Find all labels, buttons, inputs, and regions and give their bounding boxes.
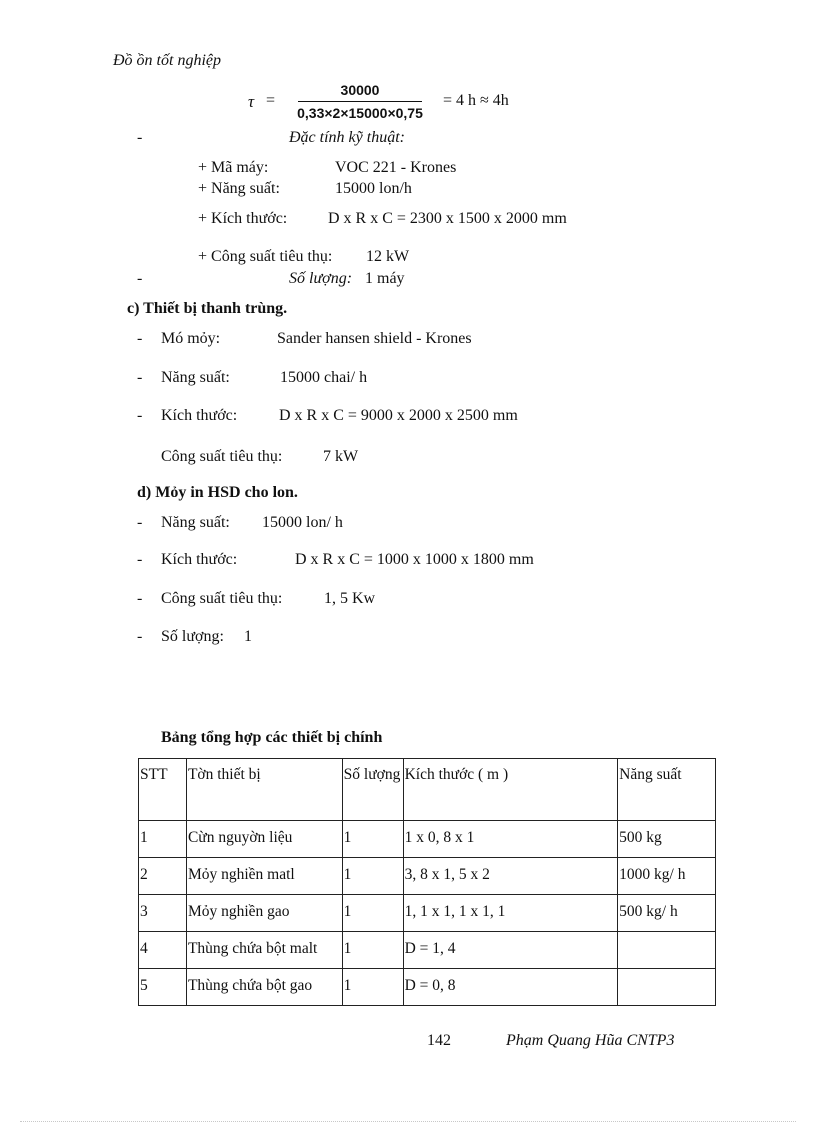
- page-number: 142: [427, 1032, 451, 1049]
- spec-value: D x R x C = 2300 x 1500 x 2000 mm: [328, 210, 567, 227]
- item-value: 1, 5 Kw: [324, 590, 376, 607]
- list-dash: -: [137, 628, 143, 645]
- table-cell: [618, 969, 716, 1006]
- table-cell: D = 1, 4: [403, 932, 618, 969]
- table-header-cell: Tờn thiết bị: [186, 759, 342, 821]
- formula-equals: =: [266, 92, 276, 109]
- power-label: Công suất tiêu thụ:: [161, 448, 283, 465]
- table-header-row: [139, 759, 716, 821]
- formula-lhs: τ: [248, 92, 255, 111]
- table-header-cell: Năng suất: [618, 759, 716, 821]
- table-cell: 1: [342, 895, 403, 932]
- table-cell: Thùng chứa bột gao: [186, 969, 342, 1006]
- table-cell: 1 x 0, 8 x 1: [403, 821, 618, 858]
- table-cell: 3: [139, 895, 187, 932]
- list-dash: -: [137, 407, 143, 424]
- table-cell: 4: [139, 932, 187, 969]
- table-row: [139, 895, 716, 932]
- table-cell: 1: [342, 969, 403, 1006]
- list-dash: -: [137, 551, 143, 568]
- equipment-table: [138, 758, 716, 1006]
- formula-numerator: 30000: [340, 82, 380, 98]
- item-label: Mó mỏy:: [161, 330, 221, 347]
- table-cell: Mỏy nghiền matl: [186, 858, 342, 895]
- table-cell: 1, 1 x 1, 1 x 1, 1: [403, 895, 618, 932]
- table-row: [139, 969, 716, 1006]
- section-c-heading: c) Thiết bị thanh trùng.: [127, 300, 288, 317]
- formula-fraction: [294, 80, 426, 123]
- table-header-cell: Kích thước ( m ): [403, 759, 618, 821]
- table-cell: 2: [139, 858, 187, 895]
- table-cell: 5: [139, 969, 187, 1006]
- item-label: Kích thước:: [161, 551, 238, 568]
- formula-denominator: 0,33×2×15000×0,75: [297, 105, 423, 121]
- list-dash: -: [137, 129, 143, 146]
- table-cell: Thùng chứa bột malt: [186, 932, 342, 969]
- power-value: 7 kW: [323, 448, 359, 465]
- item-label: Công suất tiêu thụ:: [161, 590, 283, 607]
- item-label: Năng suất:: [161, 369, 230, 386]
- table-caption: Bảng tổng hợp các thiết bị chính: [161, 729, 383, 746]
- list-dash: -: [137, 590, 143, 607]
- table-cell: D = 0, 8: [403, 969, 618, 1006]
- table-cell: 1000 kg/ h: [618, 858, 716, 895]
- list-dash: -: [137, 514, 143, 531]
- item-value: D x R x C = 1000 x 1000 x 1800 mm: [295, 551, 534, 568]
- item-value: Sander hansen shield - Krones: [277, 330, 472, 347]
- list-dash: -: [137, 270, 143, 287]
- item-label: Số lượng:: [161, 628, 224, 645]
- list-dash: -: [137, 369, 143, 386]
- table-cell: 1: [342, 821, 403, 858]
- table-cell: 1: [139, 821, 187, 858]
- spec-label: + Kích thước:: [198, 210, 288, 227]
- table-row: [139, 858, 716, 895]
- spec-label: + Công suất tiêu thụ:: [198, 248, 333, 265]
- fraction-bar: [298, 101, 422, 102]
- item-value: 1: [244, 628, 252, 645]
- table-cell: 1: [342, 858, 403, 895]
- table-cell: 500 kg/ h: [618, 895, 716, 932]
- formula-rhs: = 4 h ≈ 4h: [443, 92, 509, 109]
- list-dash: -: [137, 330, 143, 347]
- section-d-heading: d) Mỏy in HSD cho lon.: [137, 484, 298, 501]
- table-cell: 3, 8 x 1, 5 x 2: [403, 858, 618, 895]
- quantity-value: 1 máy: [365, 270, 405, 287]
- spec-label: + Mã máy:: [198, 159, 269, 176]
- item-value: 15000 chai/ h: [280, 369, 368, 386]
- footer-author: Phạm Quang Hũa CNTP3: [506, 1032, 675, 1049]
- page-header-title: Đồ ồn tốt nghiệp: [113, 52, 221, 69]
- table-header-cell: STT: [139, 759, 187, 821]
- table-cell: 1: [342, 932, 403, 969]
- table-cell: Mỏy nghiền gao: [186, 895, 342, 932]
- spec-value: VOC 221 - Krones: [335, 159, 457, 176]
- item-label: Năng suất:: [161, 514, 230, 531]
- table-cell: Cừn nguyờn liệu: [186, 821, 342, 858]
- item-label: Kích thước:: [161, 407, 238, 424]
- spec-value: 12 kW: [366, 248, 410, 265]
- item-value: 15000 lon/ h: [262, 514, 343, 531]
- spec-label: + Năng suất:: [198, 180, 280, 197]
- table-cell: 500 kg: [618, 821, 716, 858]
- table-row: [139, 821, 716, 858]
- time-formula: [248, 80, 568, 124]
- table-header-cell: Số lượng: [342, 759, 403, 821]
- quantity-label: Số lượng:: [289, 270, 353, 287]
- table-row: [139, 932, 716, 969]
- table-cell: [618, 932, 716, 969]
- item-value: D x R x C = 9000 x 2000 x 2500 mm: [279, 407, 518, 424]
- page-bottom-divider: [20, 1121, 796, 1122]
- spec-value: 15000 lon/h: [335, 180, 412, 197]
- spec-title: Đặc tính kỹ thuật:: [289, 129, 405, 146]
